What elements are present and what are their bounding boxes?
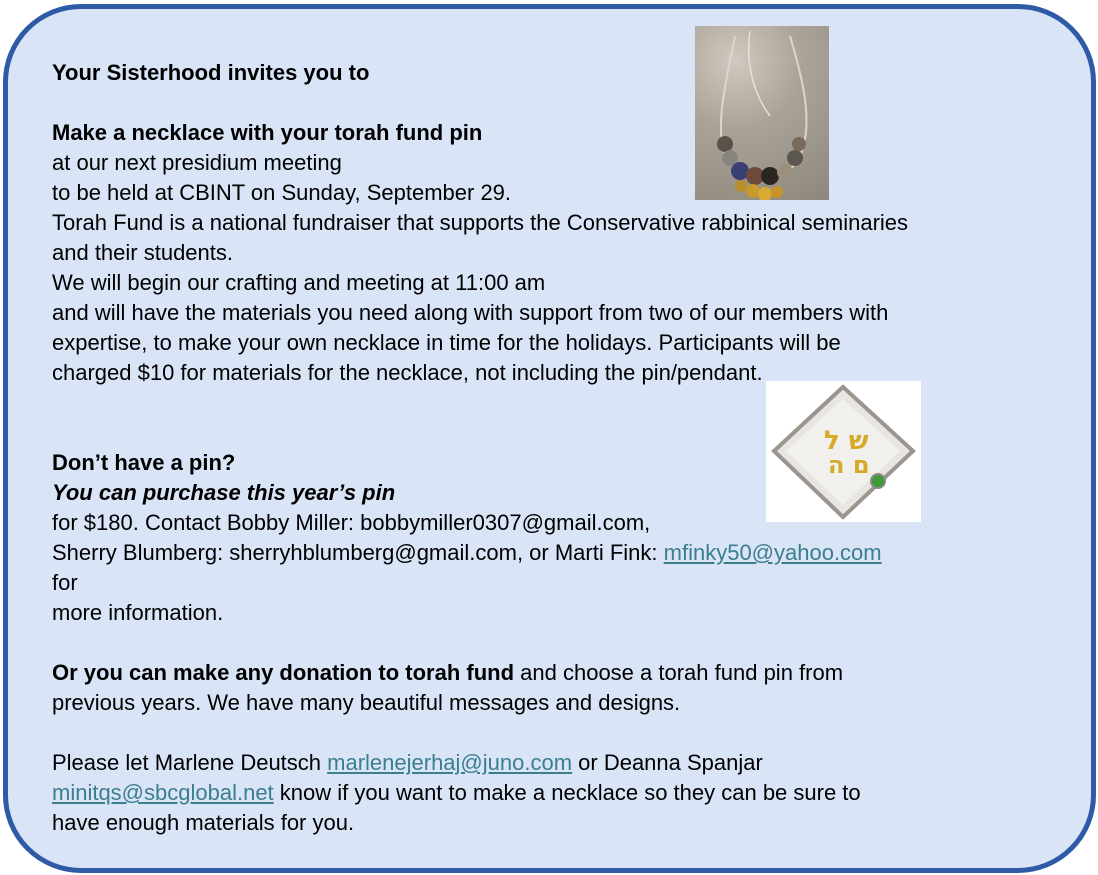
- spacer: [52, 718, 1042, 748]
- svg-text:ש ל: ש ל: [824, 426, 869, 456]
- text-line: for $180. Contact Bobby Miller: bobbymiller0307@gmail.com,: [52, 510, 651, 535]
- pin-heading: Don’t have a pin?: [52, 450, 236, 475]
- invite-line: Your Sisterhood invites you to: [52, 60, 370, 85]
- text-fragment: or Deanna Spanjar: [572, 750, 763, 775]
- flyer-text: [52, 58, 1042, 838]
- text-line: [52, 658, 1042, 688]
- text-line: to be held at CBINT on Sunday, September 29.: [52, 180, 512, 205]
- text-line: expertise, to make your own necklace in time for the holidays. Participants will be: [52, 330, 841, 355]
- text-line: for: [52, 570, 78, 595]
- spacer: [52, 418, 1042, 448]
- spacer: [52, 388, 1042, 418]
- spacer: [52, 88, 1042, 118]
- text-line: [52, 748, 1042, 778]
- text-fragment: and choose a torah fund pin from: [514, 660, 844, 685]
- text-line: We will begin our crafting and meeting at 11:00 am: [52, 270, 546, 295]
- text-line: [52, 538, 1042, 568]
- email-link-deanna[interactable]: minitqs@sbcglobal.net: [52, 780, 274, 805]
- text-line: more information.: [52, 600, 224, 625]
- pin-subheading: You can purchase this year’s pin: [52, 480, 396, 505]
- text-fragment: Please let Marlene Deutsch: [52, 750, 328, 775]
- text-line: and will have the materials you need along with support from two of our members with: [52, 300, 889, 325]
- text-line: Torah Fund is a national fundraiser that supports the Conservative rabbinical seminaries: [52, 210, 909, 235]
- spacer: [52, 628, 1042, 658]
- email-link-marlene[interactable]: marlenejerhaj@juno.com: [327, 750, 573, 775]
- text-line: at our next presidium meeting: [52, 150, 342, 175]
- text-line: have enough materials for you.: [52, 810, 355, 835]
- text-line: [52, 778, 1042, 808]
- svg-text:ם ה: ם ה: [828, 451, 870, 479]
- email-link-marti[interactable]: mfinky50@yahoo.com: [663, 540, 882, 565]
- text-line: and their students.: [52, 240, 234, 265]
- text-fragment: know if you want to make a necklace so they can be sure to: [273, 780, 861, 805]
- invite-heading: Make a necklace with your torah fund pin: [52, 120, 483, 145]
- donation-bold: Or you can make any donation to torah fund: [52, 660, 515, 685]
- text-line: previous years. We have many beautiful messages and designs.: [52, 690, 681, 715]
- text-line: charged $10 for materials for the necklace, not including the pin/pendant.: [52, 360, 763, 385]
- text-fragment: Sherry Blumberg: sherryhblumberg@gmail.com, or Marti Fink:: [52, 540, 664, 565]
